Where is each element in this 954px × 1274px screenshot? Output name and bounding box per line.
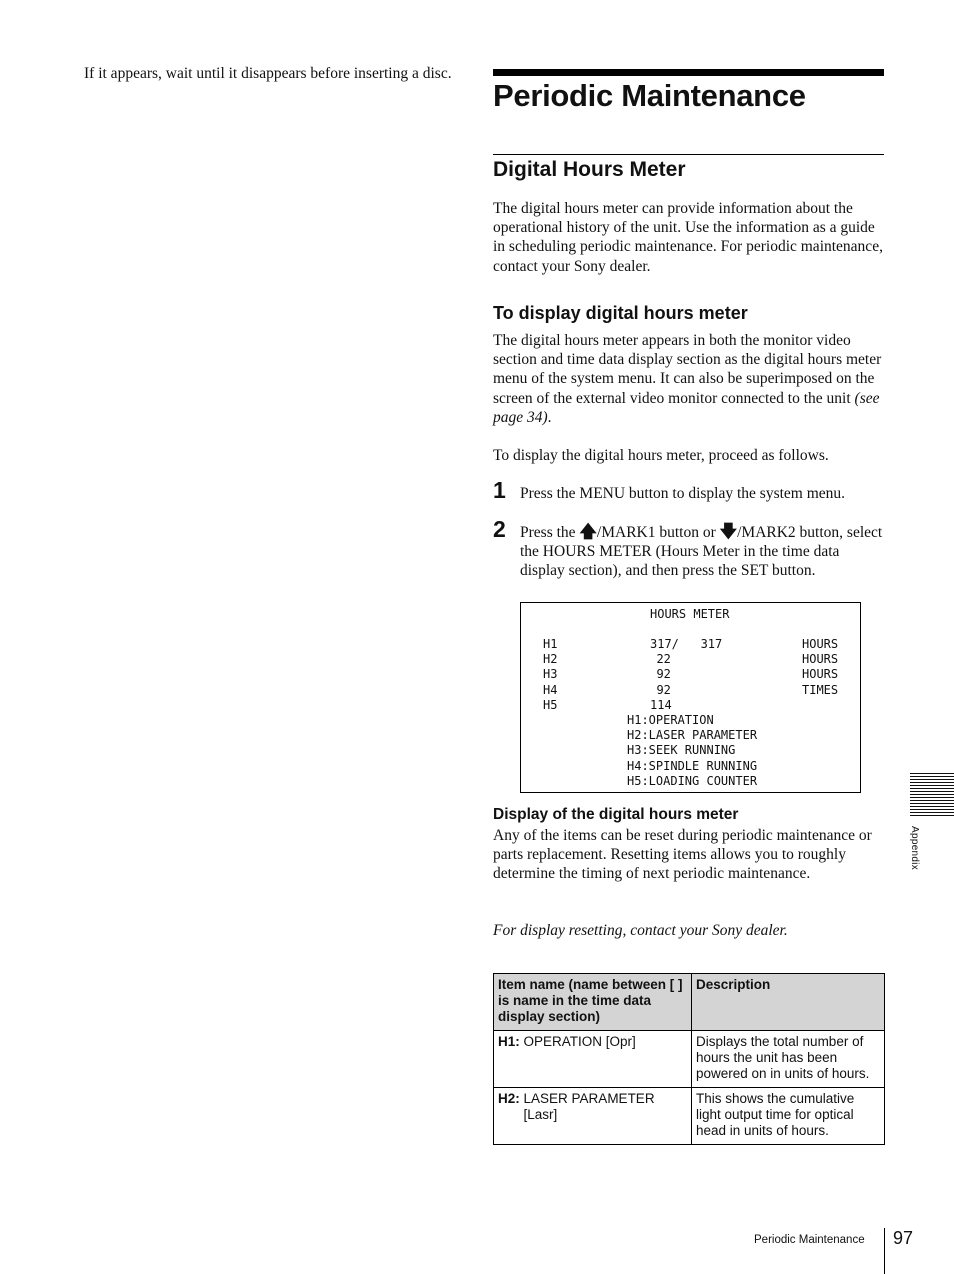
screen-row-label: H3 — [543, 667, 558, 681]
left-column-note: If it appears, wait until it disappears before inserting a disc. — [84, 65, 452, 82]
table-cell-description: Displays the total number of hours the unit has been powered on in units of hours. — [692, 1031, 885, 1088]
screen-row-value: 92 — [642, 667, 671, 681]
intro-paragraph: The digital hours meter can provide information about the operational history of the unit. Use the information as a guide in scheduling periodic maintenance. For periodic maintenance, contact your Sony dealer. — [493, 200, 883, 275]
step2-text-a: Press the — [520, 524, 580, 541]
step-number-2: 2 — [493, 516, 506, 542]
chapter-tab-marker — [910, 773, 954, 817]
item-name: LASER PARAMETER [Lasr] — [523, 1091, 655, 1122]
screen-row-unit: HOURS — [802, 637, 839, 651]
screen-legend-item: H5:LOADING COUNTER — [627, 774, 758, 788]
screen-row-label: H4 — [543, 683, 558, 697]
dealer-note: For display resetting, contact your Sony dealer. — [493, 922, 788, 939]
screen-row-label: H5 — [543, 698, 558, 712]
screen-title: HOURS METER — [650, 607, 730, 621]
screen-legend-item: H1:OPERATION — [627, 713, 714, 727]
step-text-2 — [520, 523, 885, 581]
table-header-description: Description — [692, 974, 885, 1031]
screen-row-unit: HOURS — [802, 667, 839, 681]
display-paragraph — [493, 331, 885, 427]
down-arrow-icon: 🡇 — [719, 522, 738, 542]
hours-meter-screen — [520, 602, 861, 793]
page-title: Periodic Maintenance — [493, 78, 806, 113]
screen-row-unit: HOURS — [802, 652, 839, 666]
screen-legend-item: H2:LASER PARAMETER — [627, 728, 758, 742]
table-row — [494, 1031, 885, 1088]
screen-row-value: 22 — [642, 652, 671, 666]
page-number: 97 — [893, 1228, 914, 1248]
section-rule — [493, 154, 884, 155]
subsection-title: To display digital hours meter — [493, 303, 748, 323]
table-cell-description: This shows the cumulative light output time for optical head in units of hours. — [692, 1088, 885, 1145]
screen-row-unit: TIMES — [802, 683, 839, 697]
step-number-1: 1 — [493, 477, 506, 503]
proceed-paragraph: To display the digital hours meter, proceed as follows. — [493, 447, 829, 464]
table-header-row — [494, 974, 885, 1031]
screen-row-label: H2 — [543, 652, 558, 666]
item-code: H2: — [498, 1091, 520, 1106]
table-header-item-name: Item name (name between [ ] is name in the time data display section) — [494, 974, 692, 1031]
footer-rule — [884, 1228, 885, 1274]
up-arrow-icon: 🡅 — [579, 522, 597, 542]
screen-row-value: 92 — [642, 683, 671, 697]
display-paragraph-end: . — [547, 408, 552, 426]
items-table — [493, 973, 885, 1145]
reset-paragraph: Any of the items can be reset during periodic maintenance or parts replacement. Resetting items allows you to roughly determine the timing of next periodic maintenance. — [493, 827, 872, 883]
table-row — [494, 1088, 885, 1145]
item-name: OPERATION [Opr] — [523, 1034, 636, 1049]
section-title: Digital Hours Meter — [493, 158, 686, 181]
screen-legend-item: H4:SPINDLE RUNNING — [627, 759, 758, 773]
chapter-tab-label: Appendix — [909, 826, 920, 871]
table-cell-item — [494, 1088, 692, 1145]
display-heading: Display of the digital hours meter — [493, 806, 739, 823]
screen-row-label: H1 — [543, 637, 558, 651]
step2-text-b: /MARK1 button or — [596, 524, 720, 541]
step2-text-c: /MARK2 button, select the HOURS METER (Hours Meter in the time data display section), and then press the SET button. — [520, 524, 883, 580]
item-code: H1: — [498, 1034, 520, 1049]
step-text-1: Press the MENU button to display the system menu. — [520, 485, 846, 502]
screen-row-value: 317/ 317 — [650, 637, 723, 651]
screen-legend-item: H3:SEEK RUNNING — [627, 743, 736, 757]
page-reference-link[interactable]: (see page 34) — [493, 389, 880, 426]
screen-row-value: 114 — [650, 698, 672, 712]
title-rule — [493, 69, 884, 76]
display-paragraph-main: The digital hours meter appears in both the monitor video section and time data display section as the digital hours meter menu of the system menu. It can also be superimposed on the screen of the external video monitor connected to the unit — [493, 332, 882, 407]
table-cell-item — [494, 1031, 692, 1088]
footer-section-name: Periodic Maintenance — [754, 1234, 865, 1246]
